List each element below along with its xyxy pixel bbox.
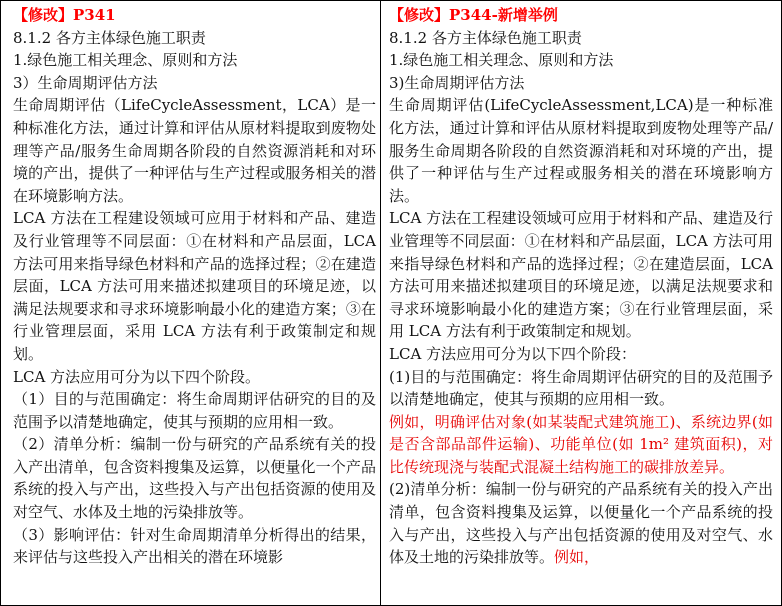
revised-stage-2-text: (2)清单分析：编制一份与研究的产品系统有关的投入产出清单，包含资料搜集及运算，以便量化一个产品系统的投入与产出，这些投入与产出包括资源的使用及对空气、水体及土地的污染排放等。 [389,480,773,567]
revised-paragraph-stage-2 [389,478,773,568]
original-line-1: 8.1.2 各方主体绿色施工职责 [13,28,206,47]
revised-header: 【修改】P344-新增举例 [389,6,558,24]
original-column [1,1,381,605]
revised-column [381,1,781,605]
original-header: 【修改】P341 [13,6,116,24]
original-paragraph-stages: LCA 方法应用可分为以下四个阶段。 [13,367,261,386]
original-line-2: 1.绿色施工相关理念、原则和方法 [13,51,238,70]
original-paragraph-lca-definition: 生命周期评估（LifeCycleAssessment，LCA）是一种标准化方法，通过计算和评估从原材料提取到废物处理等产品/服务生命周期各阶段的自然资源消耗和对环境的产出，提供了一种评估与生产过程或服务相关的潜在环境影响方法。 [13,96,376,205]
revised-paragraph-stages: LCA 方法应用可分为以下四个阶段： [389,344,637,363]
revised-line-1: 8.1.2 各方主体绿色施工职责 [389,28,582,47]
added-example-start: 例如， [554,548,600,567]
original-paragraph-stage-1: （1）目的与范围确定：将生命周期评估研究的目的及范围予以清楚地确定，使其与预期的应用相一致。 [13,390,376,431]
revised-line-3: 3)生命周期评估方法 [389,73,525,92]
original-paragraph-stage-2: （2）清单分析：编制一份与研究的产品系统有关的投入产出清单，包含资料搜集及运算，以便量化一个产品系统的投入与产出，这些投入与产出包括资源的使用及对空气、水体及土地的污染排放等。 [13,435,376,522]
original-line-3: 3）生命周期评估方法 [13,73,158,92]
original-paragraph-stage-3: （3）影响评估：针对生命周期清单分析得出的结果，来评估与这些投入产出相关的潜在环境影 [13,525,376,567]
added-example-text: 例如，明确评估对象(如某装配式建筑施工)、系统边界(如是否含部品部件运输)、功能单位(如 1m² 建筑面积)，对比传统现浇与装配式混凝土结构施工的碳排放差异。 [389,412,773,476]
original-paragraph-lca-levels: LCA 方法在工程建设领域可应用于材料和产品、建造及行业管理等不同层面：①在材料和产品层面，LCA 方法可用来指导绿色材料和产品的选择过程；②在建造层面，LCA 方法可用来描述拟建项目的环境足迹，以满足法规要求和寻求环境影响最小化的建造方案；③在行业管理层面，采用 LCA 方法有利于政策制定和规划。 [13,209,376,363]
revised-paragraph-lca-definition: 生命周期评估(LifeCycleAssessment,LCA)是一种标准化方法，通过计算和评估从原材料提取到废物处理等产品/服务生命周期各阶段的自然资源消耗和对环境的产出，提供了一种评估与生产过程或服务相关的潜在环境影响方法。 [389,96,773,205]
revised-line-2: 1.绿色施工相关理念、原则和方法 [389,51,614,70]
revised-paragraph-lca-levels: LCA 方法在工程建设领域可应用于材料和产品、建造及行业管理等不同层面：①在材料和产品层面，LCA 方法可用来指导绿色材料和产品的选择过程；②在建造层面，LCA 方法可用来描述拟建项目的环境足迹，以满足法规要求和寻求环境影响最小化的建造方案；③在行业管理层面，采用 LCA 方法有利于政策制定和规划。 [389,209,773,341]
revised-paragraph-stage-1: (1)目的与范围确定：将生命周期评估研究的目的及范围予以清楚地确定，使其与预期的应用相一致。 [389,367,773,409]
